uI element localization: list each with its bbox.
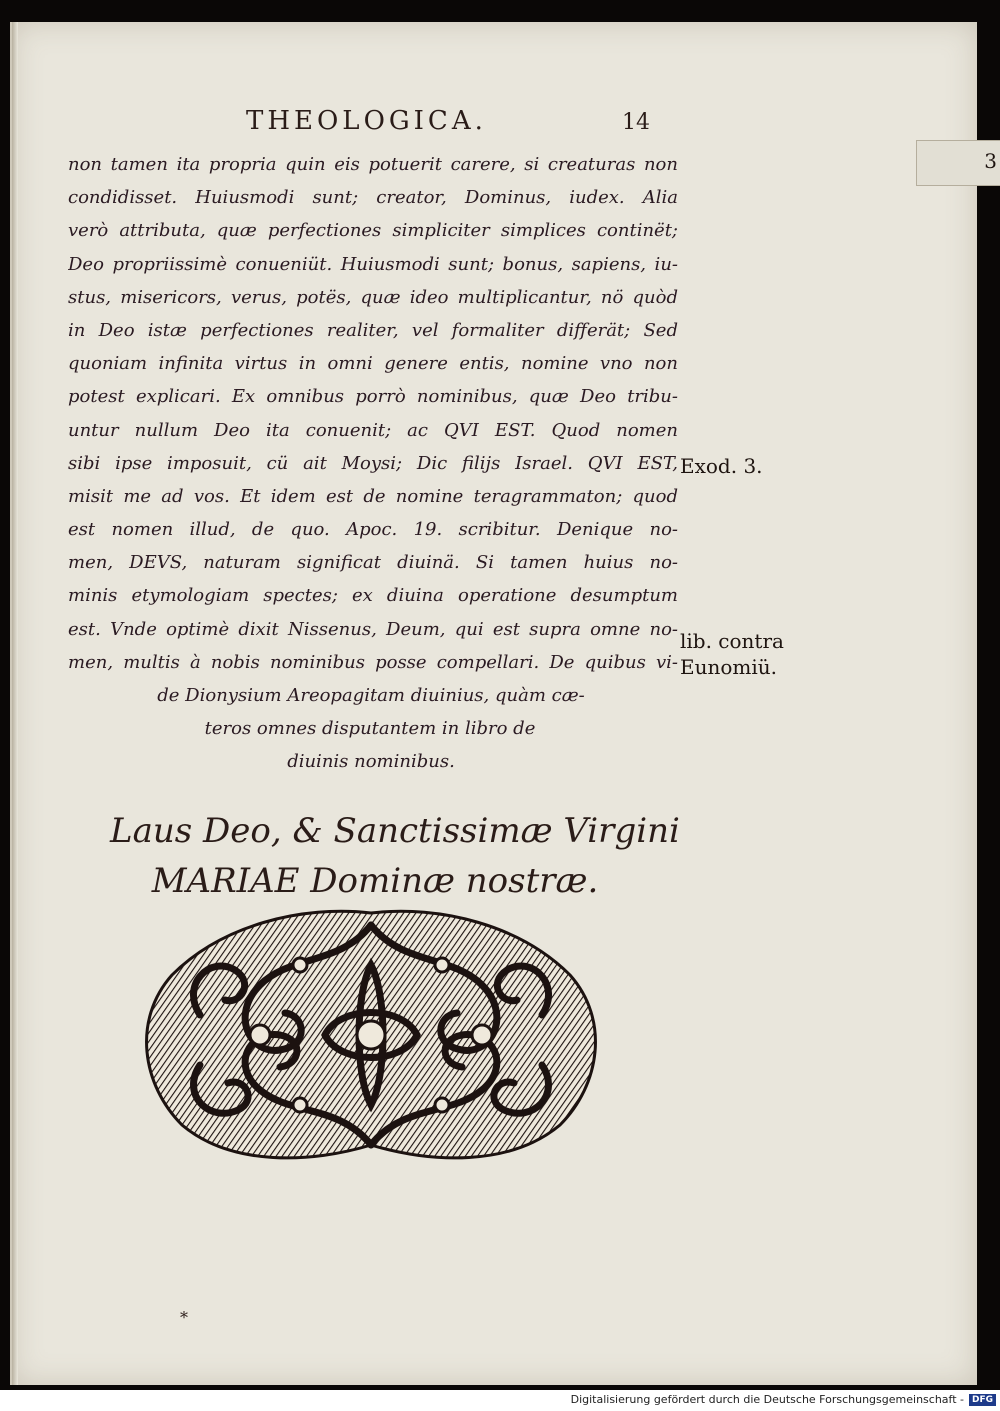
text-line: est nomen illud, de quo. Apoc. 19. scribitur. Denique no- — [68, 519, 678, 541]
text-line: in Deo istæ perfectiones realiter, vel formaliter differät; Sed — [68, 319, 678, 341]
colophon-line: Laus Deo, & Sanctissimæ Virgini — [110, 811, 680, 851]
text-line: diuinis nominibus. — [287, 751, 455, 773]
text-line: teros omnes disputantem in libro de — [204, 718, 536, 740]
text-line: stus, misericors, verus, potës, quæ ideo multiplicantur, nö quòd — [68, 286, 678, 308]
main-text-block — [68, 148, 678, 779]
text-line: minis etymologiam spectes; ex diuina operatione desumptum — [68, 585, 678, 607]
signature-mark: * — [180, 1308, 188, 1327]
text-line: misit me ad vos. Et idem est de nomine teragrammaton; quod — [68, 485, 678, 507]
printers-ornament — [140, 905, 602, 1169]
colophon — [110, 806, 680, 906]
text-line: de Dionysium Areopagitam diuinius, quàm cæ- — [157, 685, 585, 706]
credit-text: Digitalisierung gefördert durch die Deutsche Forschungsgemeinschaft - — [570, 1393, 964, 1406]
marginal-note-line: lib. contra — [680, 629, 784, 653]
text-line: men, multis à nobis nominibus posse compellari. De quibus vi- — [68, 651, 678, 673]
page-edge-shadow — [12, 22, 18, 1385]
page-number: 14 — [622, 110, 650, 135]
marginal-note-line: Eunomiü. — [680, 655, 778, 679]
marginal-note-eunomium — [680, 628, 784, 680]
text-line: verò attributa, quæ perfectiones simpliciter simplices continët; — [68, 220, 678, 242]
text-line: quoniam infinita virtus in omni genere entis, nomine vno non — [68, 353, 678, 375]
text-line: est. Vnde optimè dixit Nissenus, Deum, qui est supra omne no- — [68, 618, 678, 640]
text-line: untur nullum Deo ita conuenit; ac QVI EST. Quod nomen — [68, 419, 678, 441]
marginal-note-exodus: Exod. 3. — [680, 454, 763, 478]
text-line: non tamen ita propria quin eis potuerit carere, si creaturas non — [68, 154, 678, 175]
text-line: potest explicari. Ex omnibus porrò nominibus, quæ Deo tribu- — [68, 386, 678, 408]
text-line: sibi ipse imposuit, cü ait Moysi; Dic filijs Israel. QVI EST, — [68, 452, 678, 474]
tab-number: 3 — [984, 149, 997, 173]
dfg-logo: DFG — [969, 1394, 996, 1406]
digitization-credit — [571, 1393, 996, 1406]
text-line: condidisset. Huiusmodi sunt; creator, Dominus, iudex. Alia — [68, 187, 678, 209]
text-line: men, DEVS, naturam significat diuinä. Si tamen huius no- — [68, 552, 678, 574]
page-tab-marker — [916, 140, 1000, 186]
text-line: Deo propriissimè conueniüt. Huiusmodi sunt; bonus, sapiens, iu- — [68, 253, 678, 275]
colophon-line: MARIAE Dominæ nostræ. — [151, 861, 599, 901]
running-title: THEOLOGICA. — [246, 106, 487, 136]
